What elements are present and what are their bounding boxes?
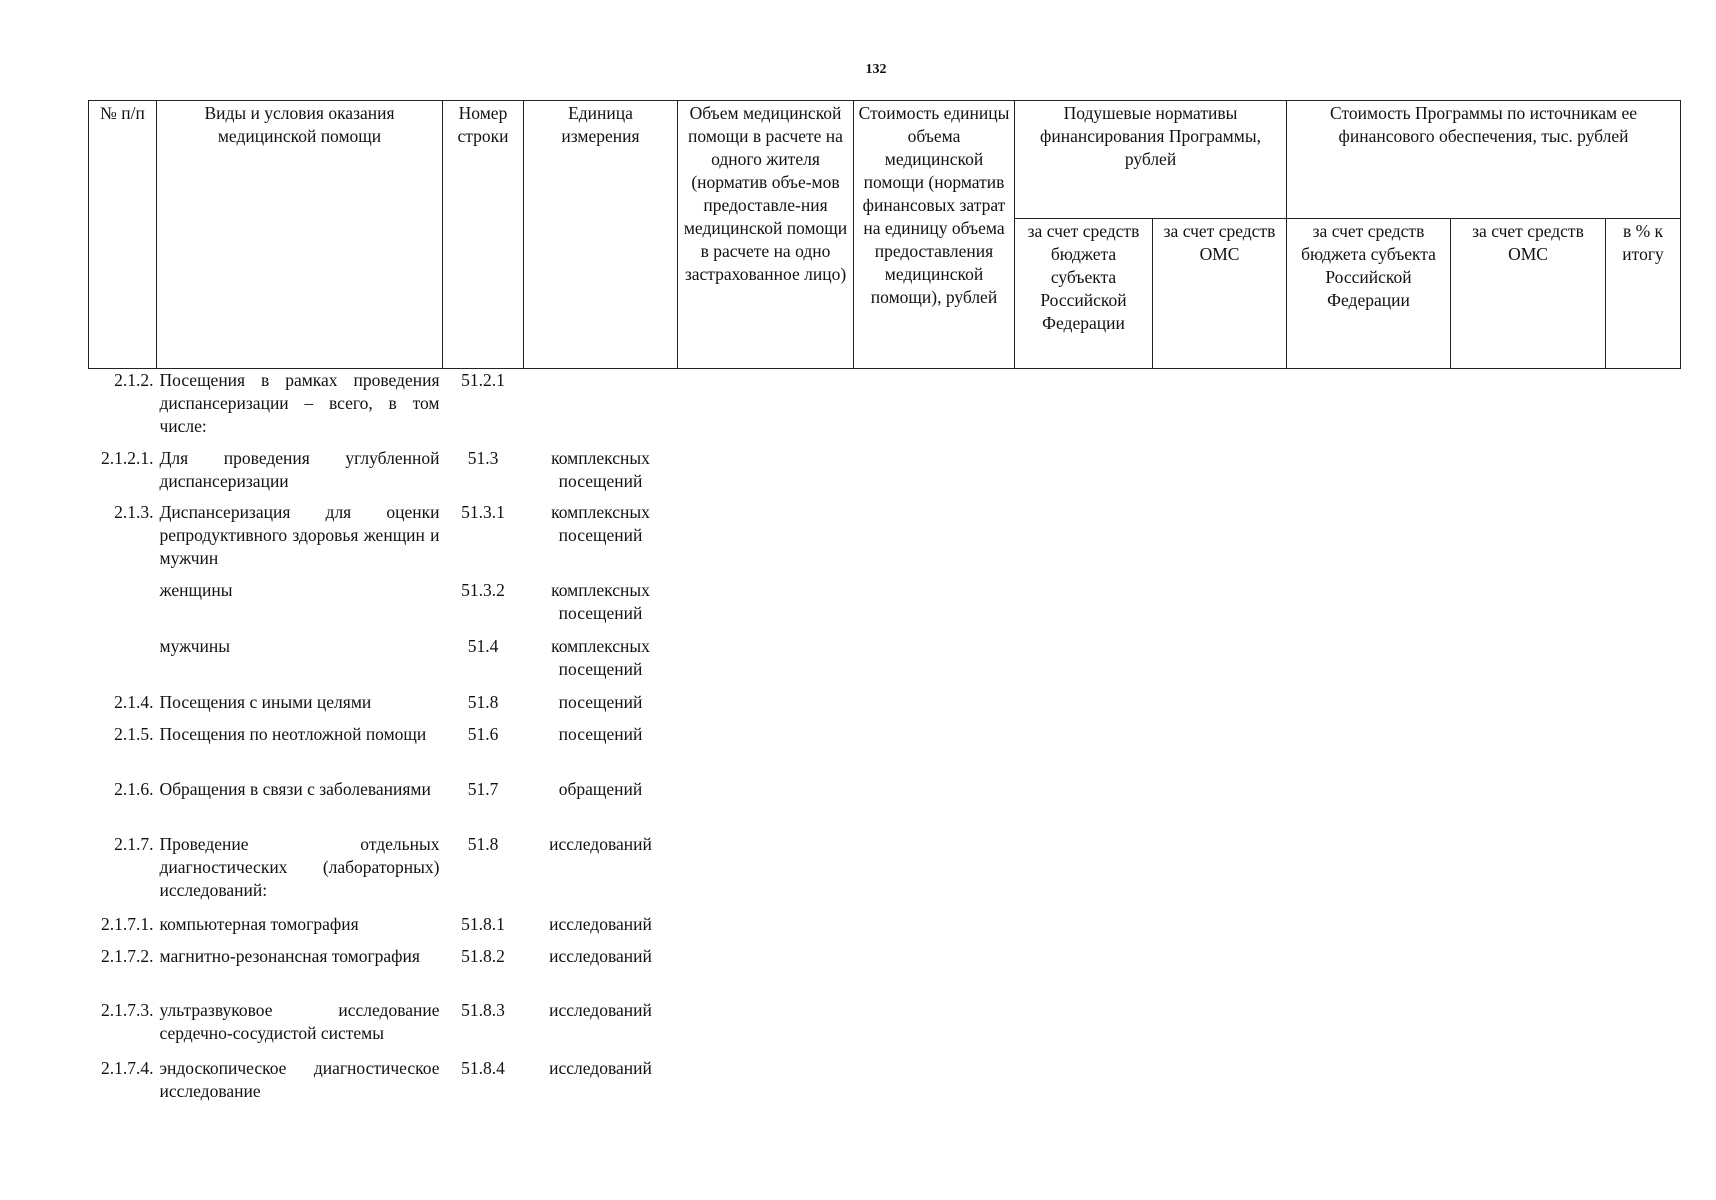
- row-line: 51.4: [467, 635, 499, 656]
- table-row: [89, 635, 1681, 691]
- row-unit: посещений: [558, 723, 643, 744]
- row-empty-cells: [678, 945, 1681, 999]
- row-name: компьютерная томография: [159, 913, 359, 934]
- header-num: № п/п: [89, 101, 157, 369]
- row-number: 2.1.2.: [114, 370, 154, 390]
- row-unit: [524, 369, 678, 447]
- row-number: 2.1.7.2.: [101, 945, 154, 966]
- row-number: [89, 635, 157, 691]
- row-unit: исследований: [549, 945, 652, 966]
- row-name: Диспансеризация для оценки репродуктивного здоровья женщин и мужчин: [159, 501, 440, 568]
- header-unit: Единица измерения: [524, 101, 678, 369]
- row-name: Для проведения углубленной диспансеризации: [159, 447, 440, 491]
- row-name: Посещения с иными целями: [159, 691, 372, 712]
- row-number: 2.1.7.1.: [101, 913, 154, 934]
- subheader-program-oms: за счет средств ОМС: [1451, 219, 1606, 369]
- row-unit: комплексных посещений: [551, 447, 650, 491]
- row-unit: исследований: [549, 999, 652, 1020]
- row-unit: посещений: [558, 691, 643, 712]
- row-name: эндоскопическое диагностическое исследование: [159, 1057, 440, 1101]
- table-row: [89, 913, 1681, 945]
- row-name: женщины: [159, 579, 233, 600]
- row-name: Обращения в связи с заболеваниями: [159, 778, 431, 799]
- row-empty-cells: [678, 833, 1681, 913]
- table-row: [89, 945, 1681, 999]
- row-line: 51.8.2: [461, 945, 505, 966]
- row-name: магнитно-резонансная томография: [159, 945, 420, 966]
- table-row: [89, 999, 1681, 1057]
- row-line: 51.6: [467, 723, 499, 744]
- row-empty-cells: [678, 723, 1681, 778]
- table-row: [89, 369, 1681, 447]
- header-cost: Стоимость единицы объема медицинской помощи (норматив финансовых затрат на единицу объема предоставления медицинской помощи), рублей: [854, 101, 1015, 369]
- row-line: 51.3.1: [461, 501, 505, 522]
- row-name: Посещения по неотложной помощи: [159, 723, 427, 744]
- subheader-percap-budget: за счет средств бюджета субъекта Российской Федерации: [1015, 219, 1153, 369]
- table-row: [89, 691, 1681, 723]
- header-per-capita: Подушевые нормативы финансирования Программы, рублей: [1015, 101, 1287, 219]
- row-line: 51.3.2: [461, 579, 505, 600]
- row-number: 2.1.7.4.: [101, 1057, 154, 1078]
- row-empty-cells: [678, 778, 1681, 833]
- program-cost-table: [88, 100, 1681, 1113]
- row-empty-cells: [678, 447, 1681, 501]
- row-number: 2.1.5.: [114, 723, 154, 744]
- row-unit: обращений: [558, 778, 643, 799]
- row-line: 51.8.1: [461, 913, 505, 934]
- header-kind: Виды и условия оказания медицинской помощи: [157, 101, 443, 369]
- subheader-program-budget: за счет средств бюджета субъекта Российской Федерации: [1287, 219, 1451, 369]
- row-unit: комплексных посещений: [551, 501, 650, 545]
- row-line: 51.8.3: [461, 999, 505, 1020]
- row-name: Проведение отдельных диагностических (лабораторных) исследований:: [159, 833, 440, 900]
- row-unit: комплексных посещений: [551, 635, 650, 679]
- row-unit: исследований: [549, 833, 652, 854]
- subheader-percap-oms: за счет средств ОМС: [1153, 219, 1287, 369]
- table-row: [89, 579, 1681, 635]
- row-empty-cells: [678, 369, 1681, 447]
- row-empty-cells: [678, 691, 1681, 723]
- row-line: 51.3: [467, 447, 499, 468]
- row-line: 51.8.4: [461, 1057, 505, 1078]
- row-number: 2.1.6.: [114, 778, 154, 799]
- row-name: ультразвуковое исследование сердечно-сосудистой системы: [159, 999, 440, 1043]
- row-number: [89, 579, 157, 635]
- row-line: 51.7: [467, 778, 499, 799]
- table-row: [89, 501, 1681, 579]
- table-header: [89, 101, 1681, 369]
- row-number: 2.1.7.3.: [101, 999, 154, 1020]
- table-row: [89, 1057, 1681, 1113]
- row-empty-cells: [678, 999, 1681, 1057]
- table-row: [89, 833, 1681, 913]
- row-number: 2.1.2.1.: [101, 447, 154, 468]
- row-empty-cells: [678, 913, 1681, 945]
- header-program-cost: Стоимость Программы по источникам ее финансового обеспечения, тыс. рублей: [1287, 101, 1681, 219]
- header-volume: Объем медицинской помощи в расчете на одного жителя (норматив объе-мов предоставле-ния медицинской помощи в расчете на одно застрахованное лицо): [678, 101, 854, 369]
- table-row: [89, 723, 1681, 778]
- row-line: 51.8: [467, 833, 499, 854]
- page-number: 132: [865, 62, 887, 77]
- table-body: [89, 369, 1681, 1113]
- row-unit: исследований: [549, 913, 652, 934]
- subheader-program-pct: в % к итогу: [1606, 219, 1681, 369]
- row-number: 2.1.3.: [114, 501, 154, 522]
- row-name: Посещения в рамках проведения диспансеризации – всего, в том числе:: [159, 370, 440, 436]
- table-row: [89, 447, 1681, 501]
- row-empty-cells: [678, 501, 1681, 579]
- row-empty-cells: [678, 579, 1681, 635]
- row-empty-cells: [678, 1057, 1681, 1113]
- row-line: 51.8: [467, 691, 499, 712]
- header-line: Номер строки: [443, 101, 524, 369]
- row-empty-cells: [678, 635, 1681, 691]
- row-unit: исследований: [549, 1057, 652, 1078]
- row-name: мужчины: [159, 635, 231, 656]
- row-line: 51.2.1: [461, 370, 505, 390]
- row-number: 2.1.7.: [114, 833, 154, 854]
- table-row: [89, 778, 1681, 833]
- row-unit: комплексных посещений: [551, 579, 650, 623]
- row-number: 2.1.4.: [114, 691, 154, 712]
